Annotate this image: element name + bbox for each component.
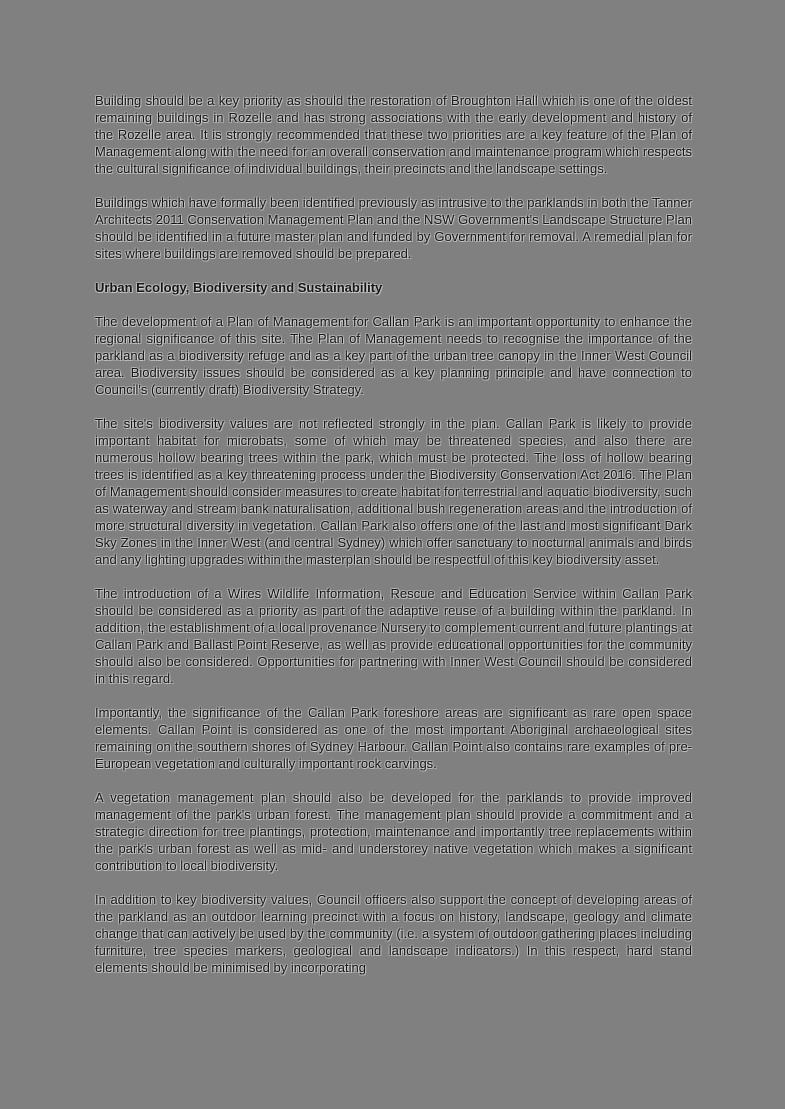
paragraph-wires-wildlife-service: The introduction of a Wires Wildlife Information, Rescue and Education Service within Callan Park should be considered as a priority as part of the adaptive reuse of a building within the parkland. In addition, the establishment of a local provenance Nursery to complement current and future plantings at Callan Park and Ballast Point Reserve, as well as provide educational opportunities for the community should also be considered. Opportunities for partnering with Inner West Council should be considered in this regard. — [95, 586, 692, 686]
paragraph-biodiversity-values: The site's biodiversity values are not reflected strongly in the plan. Callan Park is likely to provide important habitat for microbats, some of which may be threatened species, and also there are numerous hollow bearing trees within the park, which must be protected. The loss of hollow bearing trees is identified as a key threatening process under the Biodiversity Conservation Act 2016. The Plan of Management should consider measures to create habitat for terrestrial and aquatic biodiversity, such as waterway and stream bank naturalisation, additional bush regeneration areas and the introduction of more structural diversity in vegetation. Callan Park also offers one of the last and most significant Dark Sky Zones in the Inner West (and central Sydney) which offer sanctuary to nocturnal animals and birds and any lighting upgrades within the masterplan should be respectful of this key biodiversity asset. — [95, 416, 692, 567]
paragraph-outdoor-learning-precinct: In addition to key biodiversity values, Council officers also support the concept of developing areas of the parkland as an outdoor learning precinct with a focus on history, landscape, geology and climate change that can actively be used by the community (i.e. a system of outdoor gathering places including furniture, tree species markers, geological and landscape indicators.) In this respect, hard stand elements should be minimised by incorporating — [95, 892, 692, 975]
section-heading-urban-ecology: Urban Ecology, Biodiversity and Sustainability — [95, 280, 383, 295]
paragraph-vegetation-management-plan: A vegetation management plan should also be developed for the parklands to provide improved management of the park's urban forest. The management plan should provide a commitment and a strategic direction for tree plantings, protection, maintenance and importantly tree replacements within the park's urban forest as well as mid- and understorey native vegetation which makes a significant contribution to local biodiversity. — [95, 790, 692, 873]
paragraph-building-priority: Building should be a key priority as should the restoration of Broughton Hall which is one of the oldest remaining buildings in Rozelle and has strong associations with the early development and history of the Rozelle area. It is strongly recommended that these two priorities are a key feature of the Plan of Management along with the need for an overall conservation and maintenance program which respects the cultural significance of individual buildings, their precincts and the landscape settings. — [95, 93, 692, 176]
paragraph-plan-of-management-opportunity: The development of a Plan of Management for Callan Park is an important opportunity to enhance the regional significance of this site. The Plan of Management needs to recognise the importance of the parkland as a biodiversity refuge and as a key part of the urban tree canopy in the Inner West Council area. Biodiversity issues should be considered as a key planning principle and have connection to Council's (currently draft) Biodiversity Strategy. — [95, 314, 692, 397]
paragraph-foreshore-significance: Importantly, the significance of the Callan Park foreshore areas are significant as rare open space elements. Callan Point is considered as one of the most important Aboriginal archaeological sites remaining on the southern shores of Sydney Harbour. Callan Point also contains rare examples of pre-European vegetation and culturally important rock carvings. — [95, 705, 692, 771]
document-page — [95, 92, 692, 993]
paragraph-intrusive-buildings: Buildings which have formally been identified previously as intrusive to the parklands in both the Tanner Architects 2011 Conservation Management Plan and the NSW Government's Landscape Structure Plan should be identified in a future master plan and funded by Government for removal. A remedial plan for sites where buildings are removed should be prepared. — [95, 195, 692, 261]
